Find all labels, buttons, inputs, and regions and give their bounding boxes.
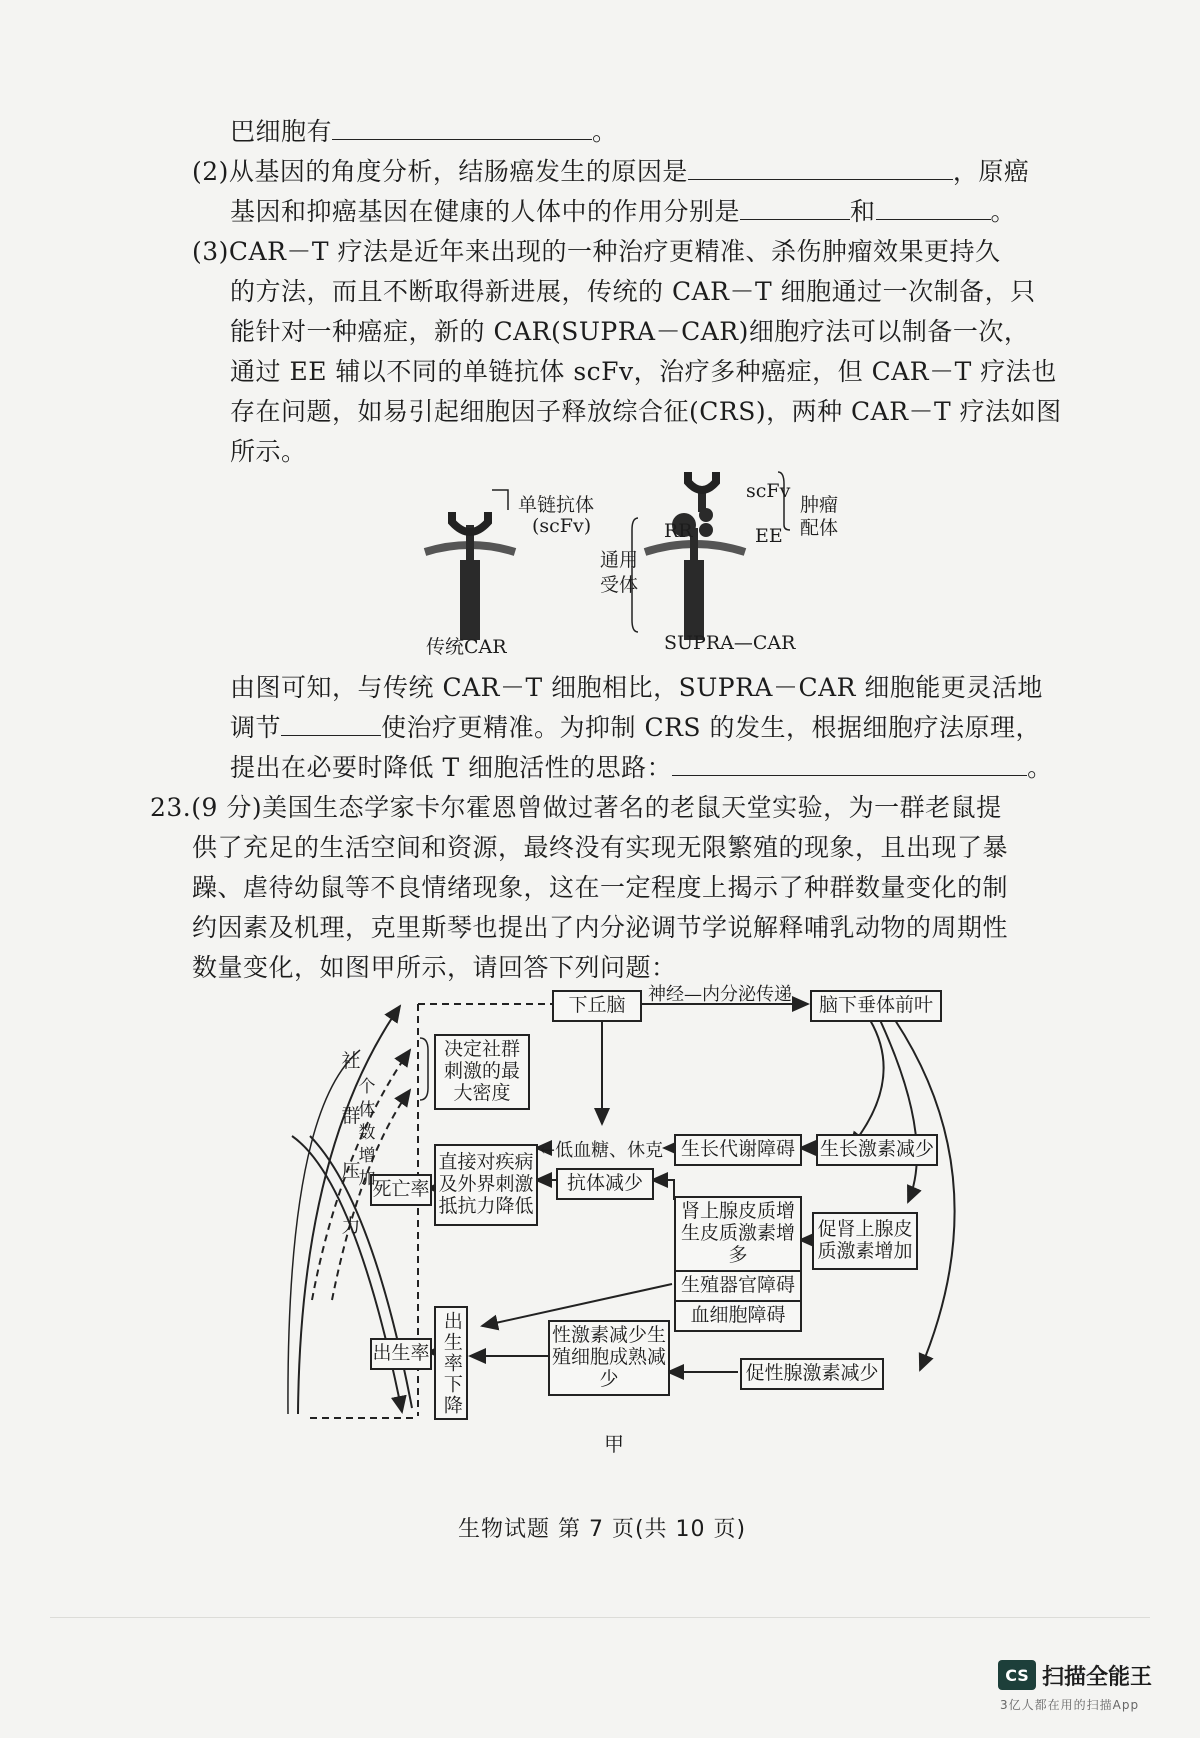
q22-p3-line-1: (3)CAR－T 疗法是近年来出现的一种治疗更精准、杀伤肿瘤效果更持久 <box>192 237 1001 266</box>
scan-divider <box>50 1617 1150 1618</box>
scfv-abbr-label: (scFv) <box>532 515 592 537</box>
q23-line-3: 躁、虐待幼鼠等不良情绪现象，这在一定程度上揭示了种群数量变化的制 <box>192 873 1009 902</box>
q22-line-2: (2)从基因的角度分析，结肠癌发生的原因是 ，原癌 <box>192 157 1030 186</box>
q23-line-1: 23.(9 分)美国生态学家卡尔霍恩曾做过著名的老鼠天堂实验，为一群老鼠提 <box>150 793 1002 822</box>
universal-receptor-label-1: 通用 <box>600 549 639 571</box>
adrenal-box: 肾上腺皮质增生皮质激素增多 <box>674 1196 802 1272</box>
social-density-box: 决定社群刺激的最大密度 <box>434 1034 530 1110</box>
supra-car-label: SUPRA—CAR <box>664 632 796 654</box>
pituitary-box: 脑下垂体前叶 <box>810 990 942 1022</box>
hypothalamus-box: 下丘脑 <box>552 990 642 1022</box>
growth-disorder-box: 生长代谢障碍 <box>674 1134 802 1166</box>
q22-line-1: 巴细胞有 。 <box>230 117 618 146</box>
sex-hormone-box: 性激素减少生殖细胞成熟减少 <box>548 1320 670 1396</box>
diagram-caption: 甲 <box>604 1432 624 1456</box>
tumor-ligand-label-1: 肿瘤 <box>800 494 839 516</box>
individual-increase-label: 个体数增加 <box>358 1077 376 1189</box>
ee-label: EE <box>755 525 783 547</box>
tumor-ligand-label-2: 配体 <box>800 517 839 539</box>
camscanner-brand: 扫描全能王 <box>1042 1665 1153 1690</box>
birth-decline-box: 出生率下降 <box>434 1306 468 1420</box>
traditional-car-label: 传统CAR <box>426 636 507 658</box>
q22-p3-line-5: 存在问题，如易引起细胞因子释放综合征(CRS)，两种 CAR－T 疗法如图 <box>230 397 1062 426</box>
birth-rate-box: 出生率 <box>370 1338 432 1370</box>
universal-receptor-label-2: 受体 <box>600 574 639 596</box>
blood-disorder-box: 血细胞障碍 <box>674 1300 802 1332</box>
rr-label: RR <box>664 520 693 542</box>
q23-line-2: 供了充足的生活空间和资源，最终没有实现无限繁殖的现象，且出现了暴 <box>192 833 1009 862</box>
q22-line-3: 基因和抑癌基因在健康的人体中的作用分别是 和 。 <box>230 197 1017 226</box>
low-sugar-label: ←低血糖、休克 <box>540 1140 664 1161</box>
q22-p3-line-2: 的方法，而且不断取得新进展，传统的 CAR－T 细胞通过一次制备，只 <box>230 277 1036 306</box>
q22-p3-line-3: 能针对一种癌症，新的 CAR(SUPRA－CAR)细胞疗法可以制备一次， <box>230 317 1030 346</box>
social-pressure-label: 社群压力 <box>341 1050 361 1238</box>
antibody-box: 抗体减少 <box>556 1168 654 1200</box>
acth-box: 促肾上腺皮质激素增加 <box>812 1212 918 1270</box>
q23-line-4: 约因素及机理，克里斯琴也提出了内分泌调节学说解释哺乳动物的周期性 <box>192 913 1009 942</box>
q23-line-5: 数量变化，如图甲所示，请回答下列问题： <box>192 953 677 982</box>
camscanner-tagline: 3亿人都在用的扫描App <box>1000 1698 1140 1712</box>
neuro-endocrine-label: 神经—内分泌传递 <box>648 984 792 1005</box>
page-footer: 生物试题 第 7 页(共 10 页) <box>458 1517 747 1542</box>
scfv-label: 单链抗体 <box>518 494 595 516</box>
q22-conclusion-line-2: 调节 使治疗更精准。为抑制 CRS 的发生，根据细胞疗法原理， <box>230 713 1041 742</box>
death-rate-box: 死亡率 <box>370 1174 432 1206</box>
q22-p3-line-4: 通过 EE 辅以不同的单链抗体 scFv，治疗多种癌症，但 CAR－T 疗法也 <box>230 357 1057 386</box>
scfv-short-label: scFv <box>746 480 791 502</box>
gonadotropin-box: 促性腺激素减少 <box>740 1358 884 1390</box>
q22-p3-line-6: 所示。 <box>230 437 307 466</box>
q22-conclusion-line-3: 提出在必要时降低 T 细胞活性的思路： 。 <box>230 753 1053 782</box>
direct-resistance-box: 直接对疾病及外界刺激抵抗力降低 <box>434 1144 538 1226</box>
camscanner-logo-icon: CS <box>998 1660 1036 1690</box>
gh-decrease-box: 生长激素减少 <box>816 1134 938 1166</box>
q22-conclusion-line-1: 由图可知，与传统 CAR－T 细胞相比，SUPRA－CAR 细胞能更灵活地 <box>230 673 1043 702</box>
repro-disorder-box: 生殖器官障碍 <box>674 1270 802 1302</box>
